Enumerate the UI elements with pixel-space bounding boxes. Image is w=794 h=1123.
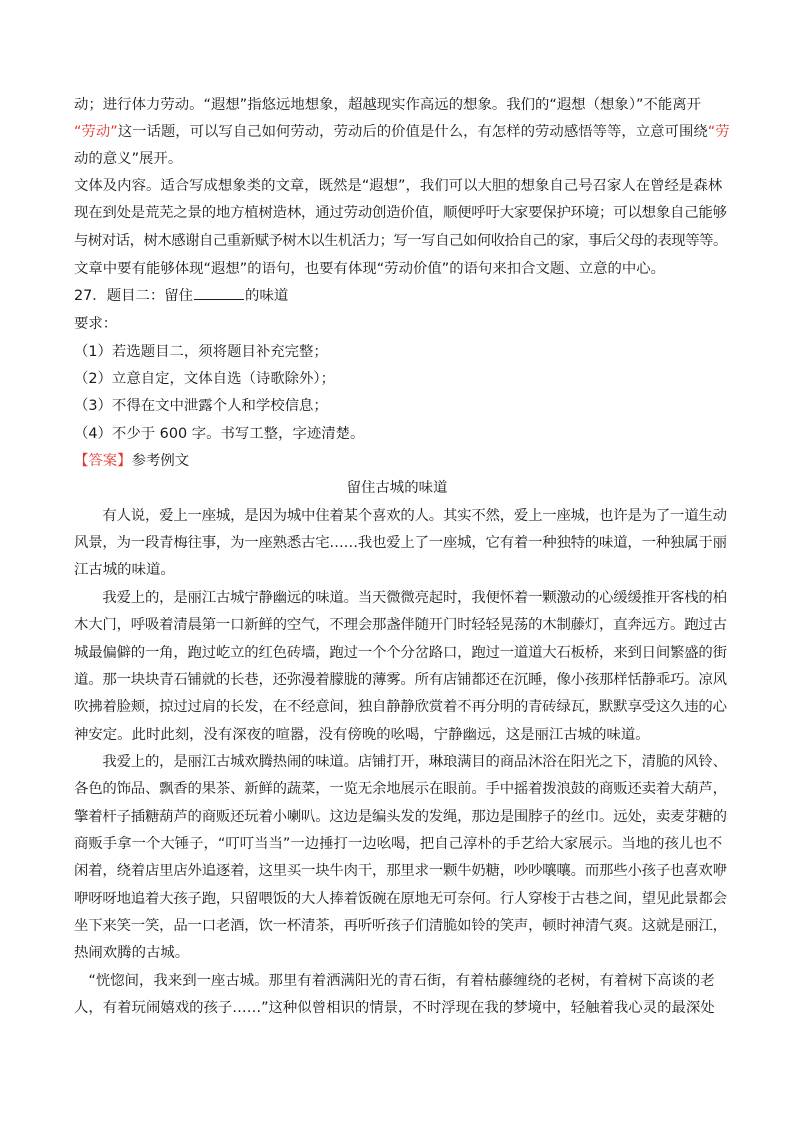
requirement-4: （4）不少于 600 字。书写工整，字迹清楚。 — [74, 426, 365, 442]
intro-line-3 — [74, 146, 730, 172]
essay-p1-line-2: 风景，为一段青梅往事，为一座熟悉古宅……我也爱上了一座城，它有着一种独特的味道，一种独属于丽 — [74, 535, 727, 551]
essay-title: 留住古城的味道 — [346, 480, 448, 496]
intro-line-7: 文章中要有能够体现“遐想”的语句，也要有体现“劳动价值”的语句来扣合文题、立意的中心。 — [74, 261, 666, 277]
essay-p3-line-7: 坐下来笑一笑，品一口老酒，饮一杯清茶，再听听孩子们清脆如铃的笑声，顿时神清气爽。这就是丽江， — [74, 918, 727, 934]
intro-line-4: 文体及内容。适合写成想象类的文章，既然是“遐想”，我们可以大胆的想象自己号召家人在曾经是森林 — [74, 178, 723, 194]
highlight-labor: “劳动” — [74, 124, 118, 140]
intro-line-1: 动；进行体力劳动。“遐想”指悠远地想象，超越现实作高远的想象。我们的“遐想（想象）”不能离开 — [74, 97, 702, 113]
intro-line-2 — [74, 119, 730, 145]
question-prefix: 27．题目二：留住 — [74, 288, 194, 304]
essay-p1-line-3: 江古城的味道。 — [74, 562, 175, 578]
highlight-labor-meaning-start: “劳 — [707, 124, 730, 140]
intro-line-6: 与树对话，树木感谢自己重新赋予树木以生机活力；写一写自己如何收拾自己的家，事后父母的表现等等。 — [74, 233, 727, 249]
question-suffix: 的味道 — [245, 288, 289, 304]
essay-p2-line-5: 吹拂着脸颊，掠过过肩的长发，在不经意间，独自静静欣赏着不再分明的青砖绿瓦，默默享受这久违的心 — [74, 699, 727, 715]
essay-p2-line-2: 木大门，呼吸着清晨第一口新鲜的空气，不理会那盏伴随开门时轻轻晃荡的木制藤灯，直奔远方。跑过古 — [74, 617, 727, 633]
answer-header — [74, 448, 730, 474]
intro-line-3-text: 展开。 — [139, 151, 183, 167]
essay-p3-line-8: 热闹欢腾的古城。 — [74, 945, 190, 961]
essay-p3-line-6: 咿呀呀地追着大孩子跑，只留喂饭的大人捧着饭碗在原地无可奈何。行人穿梭于古巷之间，望见此景都会 — [74, 891, 727, 907]
essay-p3-line-1: 我爱上的，是丽江古城欢腾热闹的味道。店铺打开，琳琅满目的商品沐浴在阳光之下，清脆的风铃、 — [74, 754, 727, 770]
essay-p2-line-4: 道。那一块块青石铺就的长巷，还弥漫着朦胧的薄雾。所有店铺都还在沉睡，像小孩那样恬静乖巧。凉风 — [74, 672, 727, 688]
fill-in-blank — [194, 284, 244, 300]
essay-p4-line-1: “恍惚间，我来到一座古城。那里有着洒满阳光的青石街，有着枯藤缠绕的老树，有着树下高谈的老 — [74, 973, 715, 989]
intro-line-2-text: 这一话题，可以写自己如何劳动，劳动后的价值是什么，有怎样的劳动感悟等等，立意可围绕 — [117, 124, 708, 140]
essay-p2-line-6: 神安定。此时此刻，没有深夜的喧嚣，没有傍晚的吆喝，宁静幽远，这是丽江古城的味道。 — [74, 727, 650, 743]
requirement-2: （2）立意自定，文体自选（诗歌除外）； — [74, 371, 335, 387]
requirements-label: 要求： — [74, 316, 118, 332]
essay-p2-line-3: 城最偏僻的一角，跑过屹立的红色砖墙，跑过一个个分岔路口，跑过一道道大石板桥，来到日间繁盛的街 — [74, 645, 727, 661]
requirement-3: （3）不得在文中泄露个人和学校信息； — [74, 398, 328, 414]
essay-p3-line-2: 各色的饰品、飘香的果茶、新鲜的蔬菜，一览无余地展示在眼前。手中摇着拨浪鼓的商贩还卖着大葫芦， — [74, 781, 727, 797]
answer-tag: 【答案】 — [74, 453, 132, 469]
essay-p3-line-3: 擎着杆子插糖葫芦的商贩还玩着小喇叭。这边是编头发的发绳，那边是围脖子的丝巾。远处，卖麦芽糖的 — [74, 809, 727, 825]
essay-p4-line-2: 人，有着玩闹嬉戏的孩子……”这种似曾相识的情景，不时浮现在我的梦境中，轻触着我心灵的最深处 — [74, 1000, 715, 1016]
essay-p1-line-1: 有人说，爱上一座城，是因为城中住着某个喜欢的人。其实不然，爱上一座城，也许是为了一道生动 — [74, 508, 727, 524]
answer-label: 参考例文 — [131, 453, 190, 469]
highlight-labor-meaning-end: 动的意义” — [74, 151, 140, 167]
essay-p3-line-4: 商贩手拿一个大锤子，“叮叮当当”一边捶打一边吆喝，把自己淳朴的手艺给大家展示。当地的孩儿也不 — [74, 836, 723, 852]
essay-p2-line-1: 我爱上的，是丽江古城宁静幽远的味道。当天微微亮起时，我便怀着一颗激动的心缓缓推开客栈的柏 — [74, 590, 727, 606]
essay-p3-line-5: 闲着，绕着店里店外追逐着，这里买一块牛肉干，那里求一颗牛奶糖，吵吵嚷嚷。而那些小孩子也喜欢咿 — [74, 863, 727, 879]
intro-line-5: 现在到处是荒芜之景的地方植树造林，通过劳动创造价值，顺便呼吁大家要保护环境；可以想象自己能够 — [74, 205, 727, 221]
requirement-1: （1）若选题目二，须将题目补充完整； — [74, 344, 328, 360]
question-title — [74, 283, 730, 309]
